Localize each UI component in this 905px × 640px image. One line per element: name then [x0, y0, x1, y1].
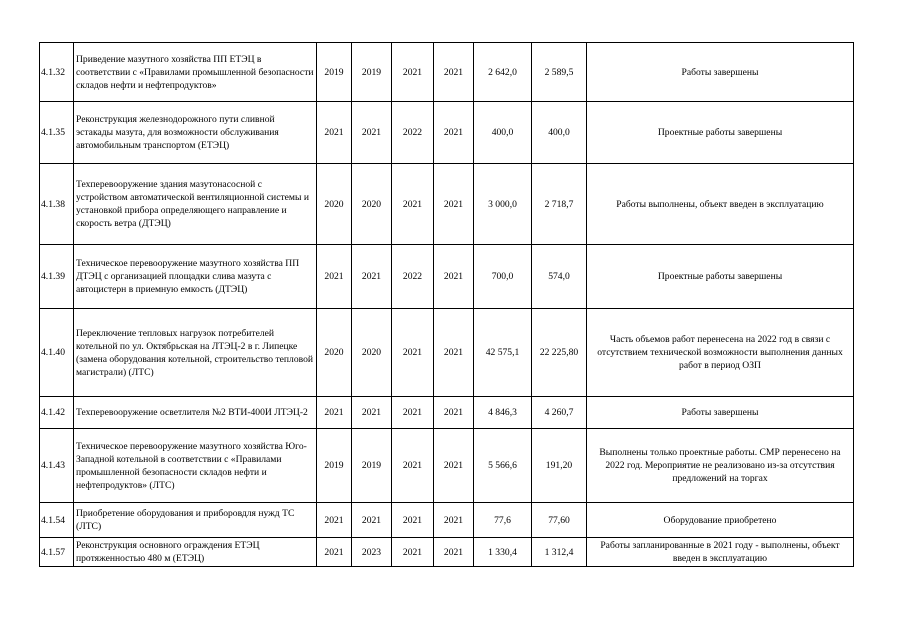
year-4: 2021	[434, 164, 474, 245]
year-2: 2021	[352, 102, 392, 164]
year-3: 2021	[392, 538, 434, 567]
item-code: 4.1.40	[40, 309, 74, 397]
item-name: Техническое перевооружение мазутного хозяйства Юго-Западной котельной в соответствии с «Правилами промышленной безопасности складов нефти и нефтепродуктов» (ЛТС)	[74, 429, 317, 503]
table-row	[40, 538, 854, 567]
amount-actual: 77,60	[532, 503, 587, 538]
year-1: 2019	[317, 43, 352, 102]
year-3: 2021	[392, 164, 434, 245]
amount-actual: 574,0	[532, 245, 587, 309]
amount-planned: 77,6	[474, 503, 532, 538]
amount-actual: 4 260,7	[532, 397, 587, 429]
amount-planned: 4 846,3	[474, 397, 532, 429]
year-3: 2021	[392, 397, 434, 429]
amount-actual: 2 718,7	[532, 164, 587, 245]
year-2: 2020	[352, 309, 392, 397]
year-1: 2021	[317, 245, 352, 309]
year-4: 2021	[434, 429, 474, 503]
year-4: 2021	[434, 397, 474, 429]
amount-planned: 1 330,4	[474, 538, 532, 567]
table-body	[40, 43, 854, 567]
item-name: Реконструкция основного ограждения ЕТЭЦ протяженностью 480 м (ЕТЭЦ)	[74, 538, 317, 567]
year-3: 2021	[392, 43, 434, 102]
year-3: 2022	[392, 102, 434, 164]
year-4: 2021	[434, 309, 474, 397]
item-code: 4.1.42	[40, 397, 74, 429]
table-row	[40, 397, 854, 429]
year-4: 2021	[434, 503, 474, 538]
status-note: Работы завершены	[587, 397, 854, 429]
year-4: 2021	[434, 245, 474, 309]
year-2: 2023	[352, 538, 392, 567]
amount-planned: 700,0	[474, 245, 532, 309]
table-row	[40, 503, 854, 538]
year-3: 2021	[392, 309, 434, 397]
amount-planned: 5 566,6	[474, 429, 532, 503]
status-note: Оборудование приобретено	[587, 503, 854, 538]
table-row	[40, 164, 854, 245]
table-row	[40, 309, 854, 397]
item-name: Приобретение оборудования и приборовдля нужд ТС (ЛТС)	[74, 503, 317, 538]
year-4: 2021	[434, 538, 474, 567]
item-code: 4.1.54	[40, 503, 74, 538]
year-3: 2021	[392, 503, 434, 538]
item-code: 4.1.35	[40, 102, 74, 164]
table-row	[40, 102, 854, 164]
amount-planned: 3 000,0	[474, 164, 532, 245]
table-row	[40, 429, 854, 503]
amount-actual: 400,0	[532, 102, 587, 164]
year-2: 2019	[352, 429, 392, 503]
year-1: 2020	[317, 164, 352, 245]
item-name: Техническое перевооружение мазутного хозяйства ПП ДТЭЦ с организацией площадки слива мазута с автоцистерн в приемную емкость (ДТЭЦ)	[74, 245, 317, 309]
year-2: 2021	[352, 397, 392, 429]
year-1: 2021	[317, 397, 352, 429]
item-name: Техперевооружение осветлителя №2 ВТИ-400И ЛТЭЦ-2	[74, 397, 317, 429]
status-note: Работы выполнены, объект введен в эксплуатацию	[587, 164, 854, 245]
status-note: Проектные работы завершены	[587, 245, 854, 309]
year-2: 2019	[352, 43, 392, 102]
table-row	[40, 43, 854, 102]
item-name: Техперевооружение здания мазутонасосной с устройством автоматической вентиляционной системы и установкой прибора определяющего направление и скорость ветра (ДТЭЦ)	[74, 164, 317, 245]
item-name: Переключение тепловых нагрузок потребителей котельной по ул. Октябрьская на ЛТЭЦ-2 в г. Липецке (замена оборудования котельной, строительство тепловой магистрали) (ЛТС)	[74, 309, 317, 397]
amount-actual: 1 312,4	[532, 538, 587, 567]
year-1: 2021	[317, 503, 352, 538]
year-2: 2021	[352, 245, 392, 309]
year-1: 2020	[317, 309, 352, 397]
year-4: 2021	[434, 43, 474, 102]
year-3: 2022	[392, 245, 434, 309]
item-code: 4.1.43	[40, 429, 74, 503]
amount-planned: 42 575,1	[474, 309, 532, 397]
status-note: Часть объемов работ перенесена на 2022 год в связи с отсутствием технической возможности выполнения данных работ в период ОЗП	[587, 309, 854, 397]
status-note: Выполнены только проектные работы. СМР перенесено на 2022 год. Мероприятие не реализовано из-за отсутствия предложений на торгах	[587, 429, 854, 503]
item-code: 4.1.57	[40, 538, 74, 567]
year-2: 2020	[352, 164, 392, 245]
amount-planned: 2 642,0	[474, 43, 532, 102]
status-note: Работы завершены	[587, 43, 854, 102]
item-code: 4.1.32	[40, 43, 74, 102]
item-name: Реконструкция железнодорожного пути сливной эстакады мазута, для возможности обслуживания автомобильным транспортом (ЕТЭЦ)	[74, 102, 317, 164]
amount-actual: 191,20	[532, 429, 587, 503]
amount-planned: 400,0	[474, 102, 532, 164]
amount-actual: 2 589,5	[532, 43, 587, 102]
item-code: 4.1.38	[40, 164, 74, 245]
year-1: 2021	[317, 102, 352, 164]
work-status-table	[39, 42, 854, 567]
year-4: 2021	[434, 102, 474, 164]
status-note: Работы запланированные в 2021 году - выполнены, объект введен в эксплуатацию	[587, 538, 854, 567]
year-1: 2019	[317, 429, 352, 503]
year-1: 2021	[317, 538, 352, 567]
table-row	[40, 245, 854, 309]
item-code: 4.1.39	[40, 245, 74, 309]
status-note: Проектные работы завершены	[587, 102, 854, 164]
year-3: 2021	[392, 429, 434, 503]
amount-actual: 22 225,80	[532, 309, 587, 397]
year-2: 2021	[352, 503, 392, 538]
item-name: Приведение мазутного хозяйства ПП ЕТЭЦ в соответствии с «Правилами промышленной безопасности складов нефти и нефтепродуктов»	[74, 43, 317, 102]
